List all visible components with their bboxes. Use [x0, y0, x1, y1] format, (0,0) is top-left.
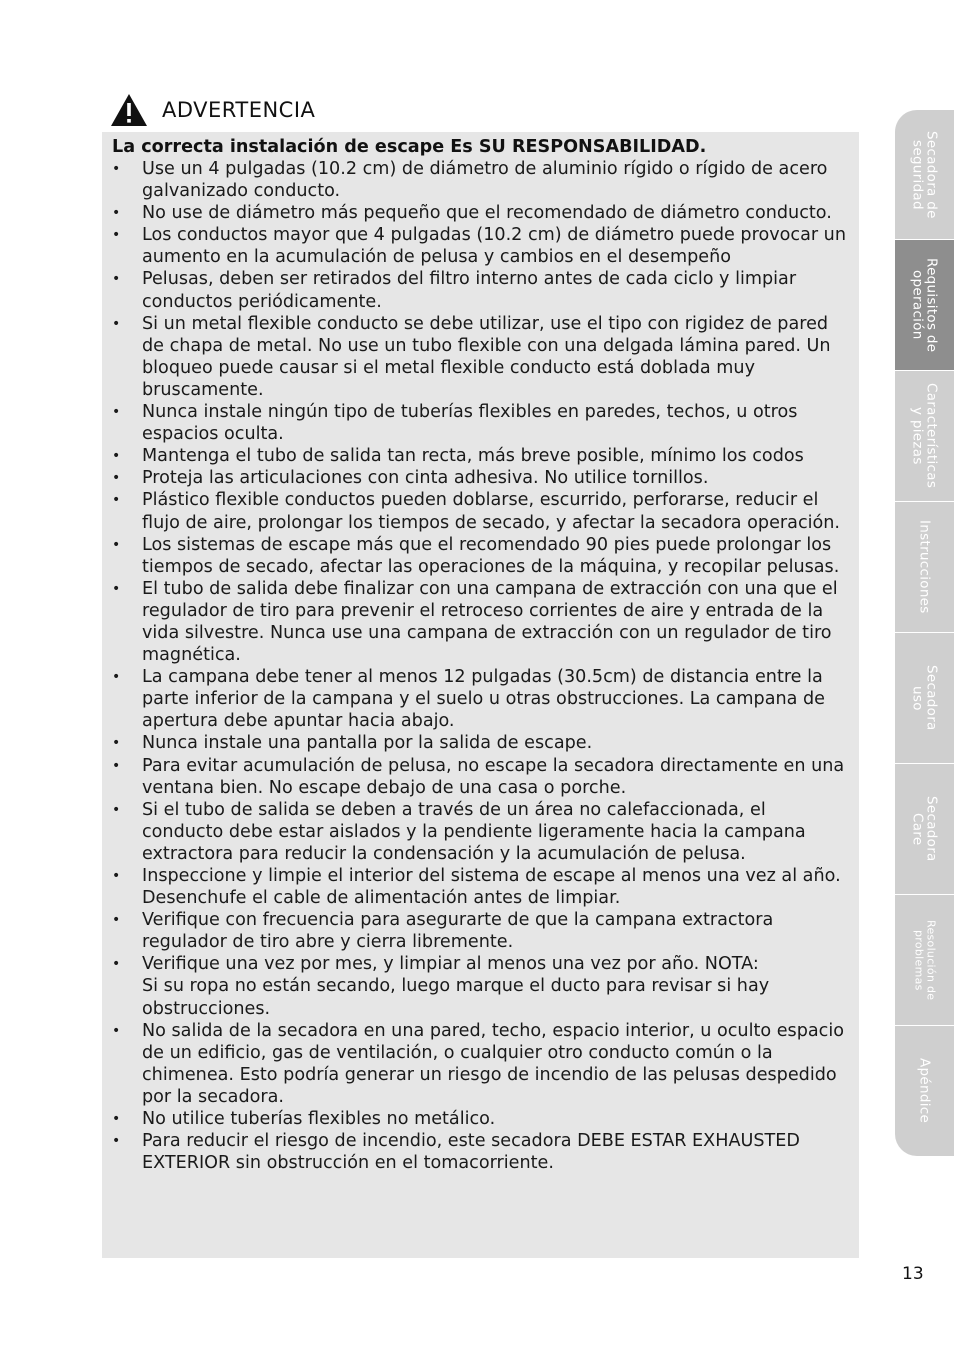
- section-tabs: [895, 110, 954, 1156]
- warning-header: [110, 90, 315, 130]
- tab-label: Instrucciones: [916, 520, 933, 614]
- list-item: • Los conductos mayor que 4 pulgadas (10.2 cm) de diámetro puede provocar un aumento en la acumulación de pelusa y cambios en el desempeño: [112, 224, 851, 268]
- list-item: • No utilice tuberías flexibles no metálico.: [112, 1108, 851, 1130]
- warning-list: [112, 158, 851, 1174]
- tab-label: Requisitos de operación: [909, 257, 940, 353]
- list-item: • Verifique una vez por mes, y limpiar al menos una vez por año. NOTA: Si su ropa no están secando, luego marque el ducto para revisar si hay obstrucciones.: [112, 953, 851, 1019]
- list-item: • Para evitar acumulación de pelusa, no escape la secadora directamente en una ventana bien. No escape debajo de una casa o porche.: [112, 755, 851, 799]
- list-item: • No salida de la secadora en una pared, techo, espacio interior, u oculto espacio de un edificio, gas de ventilación, o cualquier otro conducto común o la chimenea. Esto podría generar un riesgo de incendio de las pelusas despedido por la secadora.: [112, 1020, 851, 1108]
- tab-requisitos-de-operacion[interactable]: [895, 240, 954, 371]
- tab-label: Secadora Care: [909, 796, 940, 862]
- warning-heading: La correcta instalación de escape Es SU RESPONSABILIDAD.: [112, 137, 707, 157]
- tab-secadora-care[interactable]: [895, 764, 954, 895]
- list-item: • No use de diámetro más pequeño que el recomendado de diámetro conducto.: [112, 202, 851, 224]
- warning-title: ADVERTENCIA: [162, 98, 316, 122]
- list-item: • Nunca instale una pantalla por la salida de escape.: [112, 732, 851, 754]
- list-item: • Los sistemas de escape más que el recomendado 90 pies puede prolongar los tiempos de secado, afectar las operaciones de la máquina, y recopilar pelusas.: [112, 534, 851, 578]
- page-number: 13: [902, 1264, 924, 1284]
- tab-secadora-de-seguridad[interactable]: [895, 110, 954, 240]
- tab-label: Secadora de seguridad: [909, 130, 940, 219]
- tab-label: Resolución de problemas: [912, 919, 938, 1001]
- tab-resolucion-de-problemas[interactable]: [895, 895, 954, 1026]
- warning-box: [102, 132, 859, 1258]
- list-item: • Verifique con frecuencia para asegurarte de que la campana extractora regulador de tiro abre y cierra libremente.: [112, 909, 851, 953]
- tab-label: Secadora uso: [909, 665, 940, 731]
- list-item: • Plástico flexible conductos pueden doblarse, escurrido, perforarse, reducir el flujo de aire, prolongar los tiempos de secado, y afectar la secadora operación.: [112, 489, 851, 533]
- list-item: • Proteja las articulaciones con cinta adhesiva. No utilice tornillos.: [112, 467, 851, 489]
- list-item: • La campana debe tener al menos 12 pulgadas (30.5cm) de distancia entre la parte inferior de la campana y el suelo u otras obstrucciones. La campana de apertura debe apuntar hacia abajo.: [112, 666, 851, 732]
- tab-label: Apéndice: [916, 1058, 933, 1124]
- warning-triangle-icon: [110, 93, 148, 127]
- tab-apendice[interactable]: [895, 1026, 954, 1156]
- list-item: • El tubo de salida debe finalizar con una campana de extracción con una que el regulador de tiro para prevenir el retroceso corrientes de aire y entrada de la vida silvestre. Nunca use una campana de extracción con un regulador de tiro magnética.: [112, 578, 851, 666]
- list-item: • Para reducir el riesgo de incendio, este secadora DEBE ESTAR EXHAUSTED EXTERIOR sin obstrucción en el tomacorriente.: [112, 1130, 851, 1174]
- tab-secadora-uso[interactable]: [895, 633, 954, 764]
- list-item: • Use un 4 pulgadas (10.2 cm) de diámetro de aluminio rígido o rígido de acero galvanizado conducto.: [112, 158, 851, 202]
- list-item: • Inspeccione y limpie el interior del sistema de escape al menos una vez al año. Desenchufe el cable de alimentación antes de limpiar.: [112, 865, 851, 909]
- list-item: • Si un metal flexible conducto se debe utilizar, use el tipo con rigidez de pared de chapa de metal. No use un tubo flexible con una delgada lámina pared. Un bloqueo puede causar si el metal flexible conducto está doblada muy bruscamente.: [112, 313, 851, 401]
- tab-instrucciones[interactable]: [895, 502, 954, 633]
- list-item: • Nunca instale ningún tipo de tuberías flexibles en paredes, techos, u otros espacios oculta.: [112, 401, 851, 445]
- list-item: • Pelusas, deben ser retirados del filtro interno antes de cada ciclo y limpiar conductos periódicamente.: [112, 268, 851, 312]
- list-item: • Mantenga el tubo de salida tan recta, más breve posible, mínimo los codos: [112, 445, 851, 467]
- list-item: • Si el tubo de salida se deben a través de un área no calefaccionada, el conducto debe estar aislados y la pendiente ligeramente hacia la campana extractora para reducir la condensación y la acumulación de pelusa.: [112, 799, 851, 865]
- tab-label: Características y piezas: [909, 383, 940, 489]
- tab-caracteristicas-y-piezas[interactable]: [895, 371, 954, 502]
